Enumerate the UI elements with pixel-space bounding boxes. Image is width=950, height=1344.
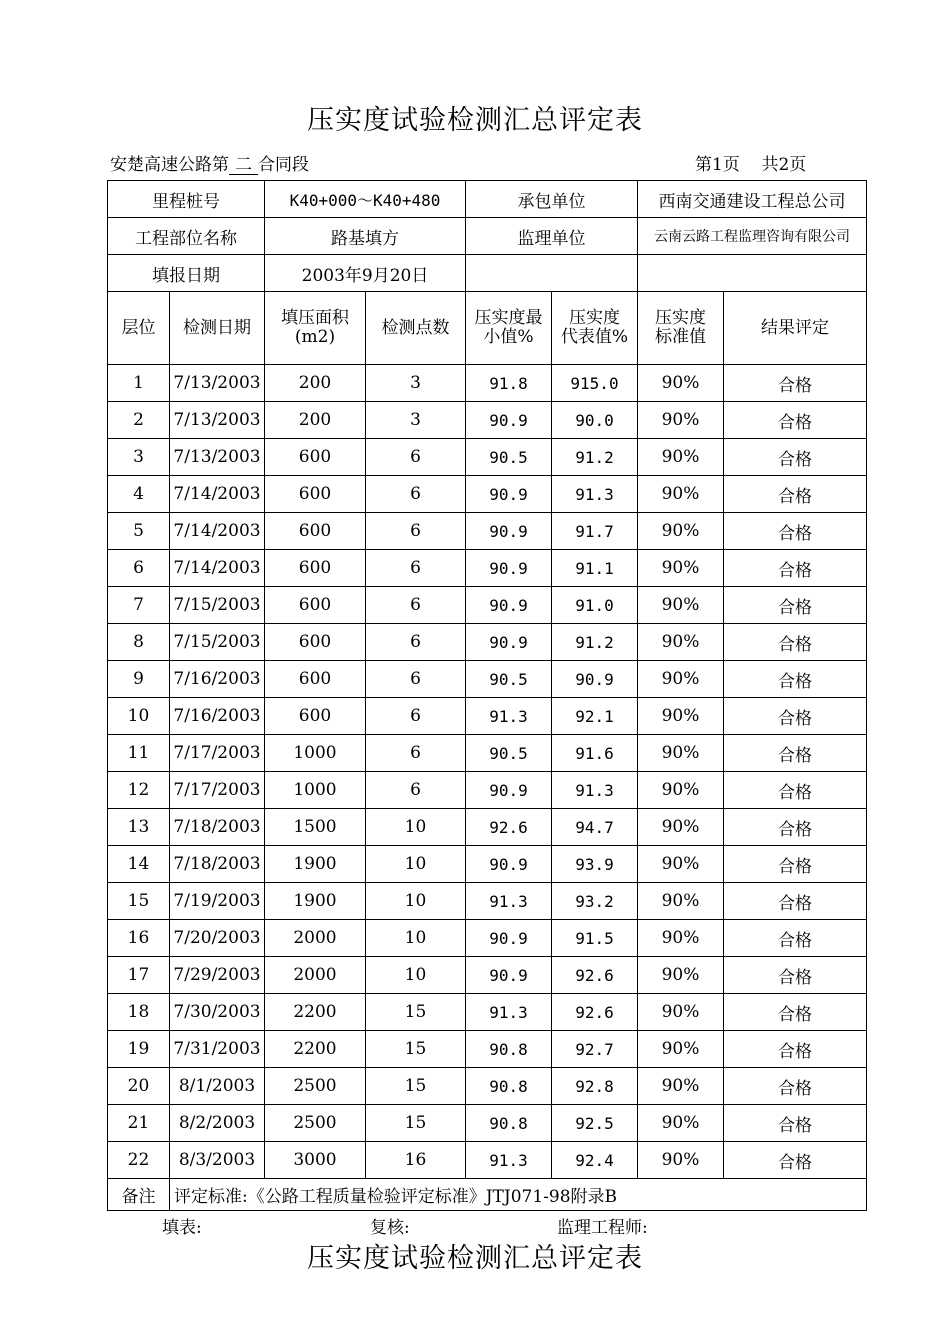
cell-points: 6 <box>366 772 466 809</box>
cell-min: 90.9 <box>466 587 552 624</box>
cell-rep: 92.5 <box>552 1105 638 1142</box>
cell-area: 600 <box>265 439 366 476</box>
cell-result: 合格 <box>724 476 867 513</box>
page-number: 第1页 <box>695 155 740 175</box>
cell-result: 合格 <box>724 883 867 920</box>
cell-result: 合格 <box>724 365 867 402</box>
cell-layer: 3 <box>108 439 170 476</box>
supervisor-label: 监理单位 <box>466 218 638 255</box>
page-title-repeat: 压实度试验检测汇总评定表 <box>307 1243 643 1274</box>
date-value: 2003年9月20日 <box>265 255 466 292</box>
cell-date: 7/13/2003 <box>170 439 265 476</box>
blank-cell <box>638 255 867 292</box>
cell-points: 6 <box>366 550 466 587</box>
col-result: 结果评定 <box>724 292 867 365</box>
table-row <box>108 735 867 772</box>
cell-min: 90.9 <box>466 513 552 550</box>
cell-date: 7/19/2003 <box>170 883 265 920</box>
date-label: 填报日期 <box>108 255 265 292</box>
cell-area: 1000 <box>265 772 366 809</box>
stake-value: K40+000～K40+480 <box>265 181 466 218</box>
cell-rep: 92.1 <box>552 698 638 735</box>
cell-rep: 91.2 <box>552 439 638 476</box>
cell-points: 10 <box>366 957 466 994</box>
table-row <box>108 883 867 920</box>
cell-layer: 8 <box>108 624 170 661</box>
cell-min: 90.9 <box>466 624 552 661</box>
cell-std: 90% <box>638 476 724 513</box>
cell-layer: 4 <box>108 476 170 513</box>
table-row <box>108 661 867 698</box>
cell-points: 6 <box>366 439 466 476</box>
cell-rep: 915.0 <box>552 365 638 402</box>
cell-min: 92.6 <box>466 809 552 846</box>
cell-date: 7/29/2003 <box>170 957 265 994</box>
cell-layer: 19 <box>108 1031 170 1068</box>
info-row-stake <box>108 181 867 218</box>
cell-date: 7/14/2003 <box>170 476 265 513</box>
cell-min: 90.9 <box>466 476 552 513</box>
cell-layer: 9 <box>108 661 170 698</box>
cell-min: 90.9 <box>466 920 552 957</box>
cell-layer: 21 <box>108 1105 170 1142</box>
cell-min: 90.5 <box>466 661 552 698</box>
cell-rep: 90.9 <box>552 661 638 698</box>
cell-result: 合格 <box>724 920 867 957</box>
cell-std: 90% <box>638 587 724 624</box>
cell-points: 10 <box>366 846 466 883</box>
table-row <box>108 698 867 735</box>
cell-std: 90% <box>638 550 724 587</box>
cell-result: 合格 <box>724 809 867 846</box>
cell-min: 91.3 <box>466 1142 552 1179</box>
cell-min: 91.3 <box>466 883 552 920</box>
cell-rep: 93.2 <box>552 883 638 920</box>
cell-rep: 91.0 <box>552 587 638 624</box>
cell-points: 16 <box>366 1142 466 1179</box>
cell-date: 7/15/2003 <box>170 587 265 624</box>
fill-signature-label: 填表: <box>162 1218 202 1238</box>
cell-layer: 5 <box>108 513 170 550</box>
cell-min: 90.9 <box>466 957 552 994</box>
cell-std: 90% <box>638 1142 724 1179</box>
cell-result: 合格 <box>724 846 867 883</box>
col-date: 检测日期 <box>170 292 265 365</box>
cell-std: 90% <box>638 735 724 772</box>
cell-date: 7/30/2003 <box>170 994 265 1031</box>
cell-layer: 11 <box>108 735 170 772</box>
cell-rep: 92.6 <box>552 994 638 1031</box>
cell-points: 6 <box>366 661 466 698</box>
cell-date: 7/14/2003 <box>170 550 265 587</box>
cell-result: 合格 <box>724 1142 867 1179</box>
cell-points: 6 <box>366 587 466 624</box>
cell-date: 7/17/2003 <box>170 772 265 809</box>
table-row <box>108 1142 867 1179</box>
contractor-label: 承包单位 <box>466 181 638 218</box>
cell-layer: 12 <box>108 772 170 809</box>
cell-area: 2500 <box>265 1068 366 1105</box>
cell-result: 合格 <box>724 1068 867 1105</box>
remark-row <box>108 1179 867 1211</box>
cell-result: 合格 <box>724 994 867 1031</box>
cell-points: 15 <box>366 994 466 1031</box>
cell-points: 15 <box>366 1031 466 1068</box>
col-rep-line2: 代表值% <box>560 327 629 347</box>
cell-rep: 91.6 <box>552 735 638 772</box>
cell-rep: 91.7 <box>552 513 638 550</box>
cell-result: 合格 <box>724 1105 867 1142</box>
table-row <box>108 439 867 476</box>
cell-result: 合格 <box>724 550 867 587</box>
cell-date: 8/2/2003 <box>170 1105 265 1142</box>
cell-layer: 17 <box>108 957 170 994</box>
cell-layer: 1 <box>108 365 170 402</box>
supervisor-value: 云南云路工程监理咨询有限公司 <box>638 218 867 255</box>
cell-layer: 16 <box>108 920 170 957</box>
table-row <box>108 476 867 513</box>
cell-points: 15 <box>366 1105 466 1142</box>
cell-points: 6 <box>366 698 466 735</box>
cell-area: 1000 <box>265 735 366 772</box>
cell-area: 600 <box>265 661 366 698</box>
table-row <box>108 624 867 661</box>
col-min <box>466 292 552 365</box>
cell-rep: 91.5 <box>552 920 638 957</box>
table-row <box>108 365 867 402</box>
table-row <box>108 1105 867 1142</box>
cell-std: 90% <box>638 772 724 809</box>
cell-date: 8/3/2003 <box>170 1142 265 1179</box>
cell-std: 90% <box>638 698 724 735</box>
compaction-summary-table <box>107 180 867 1211</box>
cell-rep: 91.2 <box>552 624 638 661</box>
section-number: 二 <box>229 156 258 175</box>
col-area <box>265 292 366 365</box>
cell-min: 91.3 <box>466 698 552 735</box>
cell-std: 90% <box>638 365 724 402</box>
cell-points: 10 <box>366 920 466 957</box>
cell-result: 合格 <box>724 698 867 735</box>
cell-area: 2200 <box>265 994 366 1031</box>
cell-std: 90% <box>638 957 724 994</box>
cell-area: 2000 <box>265 920 366 957</box>
cell-std: 90% <box>638 1031 724 1068</box>
cell-result: 合格 <box>724 661 867 698</box>
cell-date: 7/18/2003 <box>170 809 265 846</box>
cell-rep: 92.4 <box>552 1142 638 1179</box>
cell-std: 90% <box>638 513 724 550</box>
cell-date: 7/20/2003 <box>170 920 265 957</box>
cell-date: 8/1/2003 <box>170 1068 265 1105</box>
cell-layer: 22 <box>108 1142 170 1179</box>
remark-label: 备注 <box>108 1179 170 1211</box>
cell-min: 91.8 <box>466 365 552 402</box>
cell-layer: 10 <box>108 698 170 735</box>
cell-area: 1500 <box>265 809 366 846</box>
col-rep <box>552 292 638 365</box>
col-min-line2: 小值% <box>483 327 534 347</box>
table-row <box>108 957 867 994</box>
blank-cell <box>466 255 638 292</box>
cell-area: 200 <box>265 402 366 439</box>
cell-date: 7/31/2003 <box>170 1031 265 1068</box>
cell-area: 1900 <box>265 883 366 920</box>
cell-result: 合格 <box>724 587 867 624</box>
cell-result: 合格 <box>724 735 867 772</box>
page-counter <box>695 150 806 175</box>
cell-result: 合格 <box>724 772 867 809</box>
cell-date: 7/14/2003 <box>170 513 265 550</box>
page-title: 压实度试验检测汇总评定表 <box>307 105 643 136</box>
cell-min: 91.3 <box>466 994 552 1031</box>
cell-points: 3 <box>366 402 466 439</box>
cell-area: 600 <box>265 698 366 735</box>
cell-std: 90% <box>638 1068 724 1105</box>
cell-layer: 7 <box>108 587 170 624</box>
table-row <box>108 513 867 550</box>
cell-result: 合格 <box>724 957 867 994</box>
cell-area: 1900 <box>265 846 366 883</box>
col-std-line1: 压实度 <box>655 308 706 328</box>
cell-points: 6 <box>366 735 466 772</box>
cell-points: 6 <box>366 476 466 513</box>
cell-layer: 2 <box>108 402 170 439</box>
cell-date: 7/17/2003 <box>170 735 265 772</box>
engineer-signature-label: 监理工程师: <box>557 1218 648 1238</box>
cell-layer: 18 <box>108 994 170 1031</box>
table-row <box>108 994 867 1031</box>
table-row <box>108 809 867 846</box>
cell-date: 7/18/2003 <box>170 846 265 883</box>
col-layer: 层位 <box>108 292 170 365</box>
cell-std: 90% <box>638 1105 724 1142</box>
table-row <box>108 920 867 957</box>
table-row <box>108 772 867 809</box>
cell-area: 600 <box>265 624 366 661</box>
cell-points: 6 <box>366 624 466 661</box>
cell-layer: 20 <box>108 1068 170 1105</box>
cell-min: 90.9 <box>466 402 552 439</box>
info-row-part <box>108 218 867 255</box>
col-area-line2: (m2) <box>294 327 336 347</box>
cell-area: 2200 <box>265 1031 366 1068</box>
cell-layer: 15 <box>108 883 170 920</box>
page-total: 共2页 <box>761 155 807 175</box>
part-label: 工程部位名称 <box>108 218 265 255</box>
cell-result: 合格 <box>724 1031 867 1068</box>
cell-min: 90.9 <box>466 846 552 883</box>
cell-std: 90% <box>638 846 724 883</box>
table-row <box>108 550 867 587</box>
cell-min: 90.5 <box>466 439 552 476</box>
cell-result: 合格 <box>724 624 867 661</box>
cell-points: 10 <box>366 883 466 920</box>
cell-result: 合格 <box>724 439 867 476</box>
cell-std: 90% <box>638 809 724 846</box>
cell-std: 90% <box>638 661 724 698</box>
col-area-line1: 填压面积 <box>281 308 349 328</box>
cell-rep: 91.1 <box>552 550 638 587</box>
cell-layer: 13 <box>108 809 170 846</box>
cell-date: 7/15/2003 <box>170 624 265 661</box>
cell-date: 7/16/2003 <box>170 698 265 735</box>
contract-section-line <box>110 150 309 175</box>
cell-area: 2000 <box>265 957 366 994</box>
cell-layer: 14 <box>108 846 170 883</box>
col-points: 检测点数 <box>366 292 466 365</box>
cell-rep: 91.3 <box>552 476 638 513</box>
cell-std: 90% <box>638 624 724 661</box>
cell-result: 合格 <box>724 402 867 439</box>
stake-label: 里程桩号 <box>108 181 265 218</box>
part-value: 路基填方 <box>265 218 466 255</box>
cell-area: 3000 <box>265 1142 366 1179</box>
subtitle-suffix: 合同段 <box>258 155 309 175</box>
cell-layer: 6 <box>108 550 170 587</box>
cell-points: 3 <box>366 365 466 402</box>
cell-rep: 92.8 <box>552 1068 638 1105</box>
cell-area: 600 <box>265 550 366 587</box>
cell-std: 90% <box>638 439 724 476</box>
cell-points: 15 <box>366 1068 466 1105</box>
cell-date: 7/16/2003 <box>170 661 265 698</box>
cell-std: 90% <box>638 920 724 957</box>
cell-std: 90% <box>638 402 724 439</box>
info-row-date <box>108 255 867 292</box>
table-row <box>108 402 867 439</box>
cell-min: 90.8 <box>466 1105 552 1142</box>
cell-min: 90.5 <box>466 735 552 772</box>
cell-rep: 91.3 <box>552 772 638 809</box>
cell-min: 90.8 <box>466 1068 552 1105</box>
cell-area: 200 <box>265 365 366 402</box>
cell-result: 合格 <box>724 513 867 550</box>
cell-rep: 90.0 <box>552 402 638 439</box>
col-min-line1: 压实度最 <box>474 308 543 328</box>
column-header-row <box>108 292 867 365</box>
cell-date: 7/13/2003 <box>170 365 265 402</box>
table-row <box>108 1068 867 1105</box>
cell-area: 2500 <box>265 1105 366 1142</box>
table-row <box>108 587 867 624</box>
cell-min: 90.9 <box>466 550 552 587</box>
col-std <box>638 292 724 365</box>
cell-rep: 94.7 <box>552 809 638 846</box>
cell-date: 7/13/2003 <box>170 402 265 439</box>
table-row <box>108 1031 867 1068</box>
col-std-line2: 标准值 <box>655 327 706 347</box>
remark-text: 评定标准:《公路工程质量检验评定标准》JTJ071-98附录B <box>170 1179 867 1211</box>
subtitle-prefix: 安楚高速公路第 <box>110 155 229 175</box>
cell-std: 90% <box>638 883 724 920</box>
cell-area: 600 <box>265 587 366 624</box>
cell-std: 90% <box>638 994 724 1031</box>
cell-points: 10 <box>366 809 466 846</box>
contractor-value: 西南交通建设工程总公司 <box>638 181 867 218</box>
cell-rep: 92.7 <box>552 1031 638 1068</box>
col-rep-line1: 压实度 <box>569 308 620 328</box>
cell-area: 600 <box>265 513 366 550</box>
cell-rep: 92.6 <box>552 957 638 994</box>
cell-min: 90.9 <box>466 772 552 809</box>
table-row <box>108 846 867 883</box>
cell-rep: 93.9 <box>552 846 638 883</box>
cell-min: 90.8 <box>466 1031 552 1068</box>
cell-area: 600 <box>265 476 366 513</box>
cell-points: 6 <box>366 513 466 550</box>
review-signature-label: 复核: <box>370 1218 410 1238</box>
